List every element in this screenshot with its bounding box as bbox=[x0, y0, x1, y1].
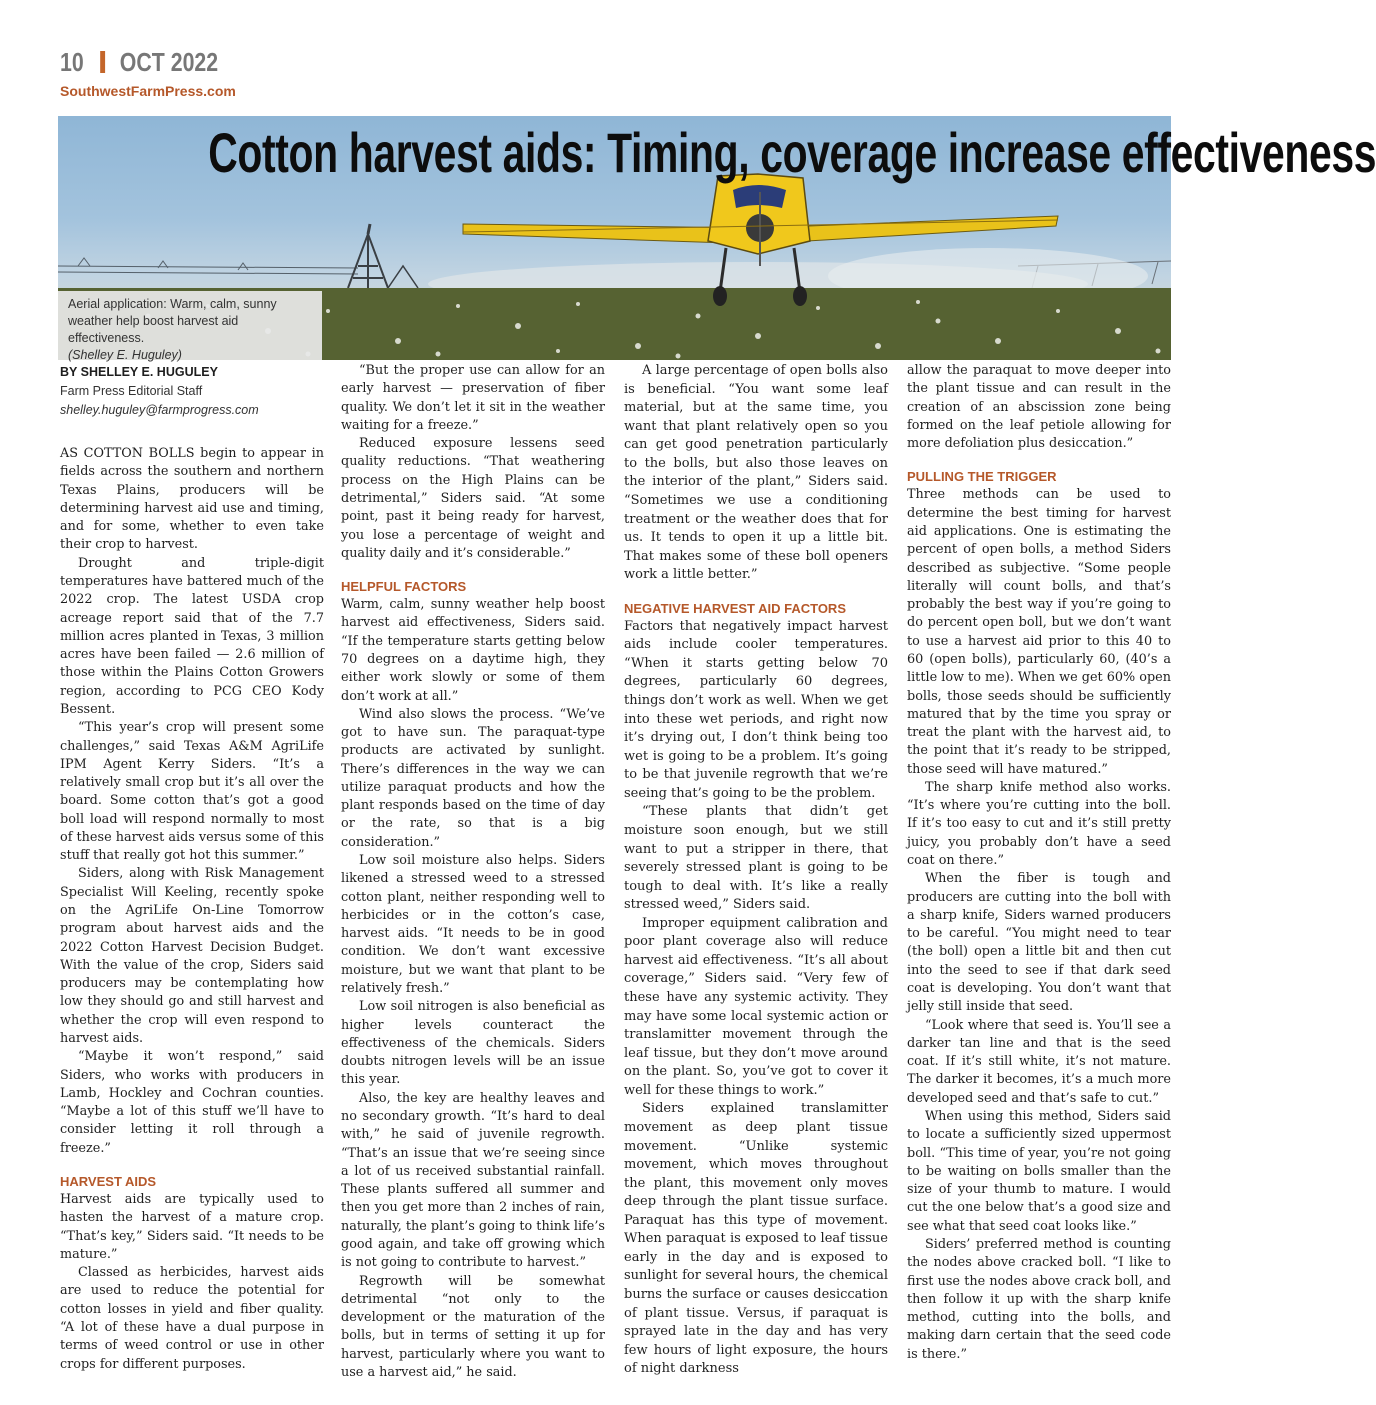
paragraph: Also, the key are healthy leaves and no secondary growth. “It’s hard to deal with,” he said of juvenile regrowth. “That’s an issue that we’re seeing since a lot of us received substantial rainfall. These plants suffered all summer and then you get more than 2 inches of rain, naturally, the plant’s going to think life’s good again, and take off growing which is not going to contribute to harvest.” bbox=[341, 1090, 605, 1271]
photo-caption bbox=[58, 291, 322, 360]
column-2 bbox=[341, 362, 605, 1382]
paragraph: Siders’ preferred method is counting the nodes above cracked boll. “I like to first use the nodes above crack boll, and then follow it up with the sharp knife method, cutting into the bolls, and making darn certain that the seed code is there.” bbox=[907, 1236, 1171, 1362]
staff-title: Farm Press Editorial Staff bbox=[60, 384, 203, 398]
photo-credit: (Shelley E. Huguley) bbox=[68, 348, 182, 362]
paragraph: Regrowth will be somewhat detrimental “not only to the development or the maturation of the bolls, but in terms of setting it up for harvest, particularly where you want to use a harvest aid,” he said. bbox=[341, 1273, 605, 1380]
paragraph: The sharp knife method also works. “It’s where you’re cutting into the boll. If it’s too easy to cut and it’s still pretty juicy, you probably don’t have a seed coat on there.” bbox=[907, 779, 1171, 869]
paragraph: A large percentage of open bolls also is beneficial. “You want some leaf material, but at the same time, you want that plant relatively open so you can get good penetration particularly to the bolls, but also those leaves on the interior of the plant,” Siders said. “Sometimes we use a conditioning treatment or the weather does that for us. It tends to open it up a little bit. That makes some of these boll openers work a little better.” bbox=[624, 363, 888, 583]
paragraph: Low soil nitrogen is also beneficial as higher levels counteract the effectiveness of the chemicals. Siders doubts nitrogen levels will be an issue this year. bbox=[341, 999, 605, 1088]
paragraph: Classed as herbicides, harvest aids are used to reduce the potential for cotton losses in yield and fiber quality. “A lot of these have a dual purpose in terms of weed control or use in other crops for different purposes. bbox=[60, 1265, 324, 1372]
subhead-pulling-the-trigger: PULLING THE TRIGGER bbox=[907, 469, 1057, 485]
column-3 bbox=[624, 362, 888, 1379]
site-url[interactable]: SouthwestFarmPress.com bbox=[60, 83, 236, 99]
byline: BY SHELLEY E. HUGULEY bbox=[60, 365, 218, 379]
paragraph: Improper equipment calibration and poor plant coverage also will reduce harvest aid effectiveness. “It’s all about coverage,” Siders said. “Very few of these have any systemic activity. They may have some local systemic action or translamitter movement through the leaf tissue, but they don’t move around on the plant. So, you’ve got to cover it well for these things to work.” bbox=[624, 915, 888, 1098]
paragraph: Siders, along with Risk Management Specialist Will Keeling, recently spoke on the AgriLife On-Line Tomorrow program about harvest aids and the 2022 Cotton Harvest Decision Budget. With the value of the crop, Siders said producers may be contemplating how low they should go and still harvest and whether the crop will even respond to harvest aids. bbox=[60, 866, 324, 1046]
paragraph: When the fiber is tough and producers are cutting into the boll with a sharp knife, Siders warned producers to be careful. “You might need to tear (the boll) open a little bit and then cut into the seed to see if that dark seed coat is developing. You don’t want that jelly still inside that seed. bbox=[907, 871, 1171, 1015]
headline: Cotton harvest aids: Timing, coverage increase effectiveness bbox=[208, 121, 1376, 184]
paragraph: “These plants that didn’t get moisture soon enough, but we still want to put a stripper in there, that severely stressed plant is going to be tough to deal with. It’s like a really stressed weed,” Siders said. bbox=[624, 804, 888, 913]
column-1 bbox=[60, 362, 324, 1374]
subhead-helpful-factors: HELPFUL FACTORS bbox=[341, 579, 467, 595]
subhead-harvest-aids: HARVEST AIDS bbox=[60, 1173, 157, 1189]
paragraph: Harvest aids are typically used to hasten the harvest of a mature crop. “That’s key,” Siders said. “It needs to be mature.” bbox=[60, 1191, 324, 1262]
paragraph: “Maybe it won’t respond,” said Siders, who works with producers in Lamb, Hockley and Cochran counties. “Maybe a lot of this stuff we’ll have to consider letting it roll through a freeze.” bbox=[60, 1049, 324, 1156]
issue-date: OCT 2022 bbox=[119, 46, 219, 77]
subhead-negative-factors: NEGATIVE HARVEST AID FACTORS bbox=[624, 600, 846, 616]
paragraph: AS COTTON BOLLS begin to appear in fields across the southern and northern Texas Plains, producers will be determining harvest aid use and timing, and for some, whether to even take their crop to harvest. bbox=[60, 446, 324, 553]
paragraph: “Look where that seed is. You’ll see a darker tan line and that is the seed coat. If it’s still white, it’s not mature. The darker it becomes, it’s a much more developed seed and that’s safe to cut.” bbox=[907, 1017, 1171, 1106]
page-folio bbox=[60, 47, 218, 77]
paragraph: Reduced exposure lessens seed quality reductions. “That weathering process on the High Plains can be detrimental,” Siders said. “At some point, past it being ready for harvest, you lose a percentage of weight and quality daily and it’s considerable.” bbox=[341, 436, 605, 561]
paragraph: “This year’s crop will present some challenges,” said Texas A&M AgriLife IPM Agent Kerry Siders. “It’s a relatively small crop but it’s all over the board. Some cotton that’s got a good boll load will respond normally to most of these harvest aids versus some of this stuff that really got hot this summer.” bbox=[60, 720, 324, 864]
author-email[interactable]: shelley.huguley@farmprogress.com bbox=[60, 403, 259, 417]
irrigation-pivot bbox=[348, 224, 418, 288]
paragraph: Drought and triple-digit temperatures have battered much of the 2022 crop. The latest USDA crop acreage report said that of the 7.7 million acres planted in Texas, 3 million acres have been failed — 2.6 million of those within the Plains Cotton Growers region, according to PCG CEO Kody Bessent. bbox=[60, 555, 324, 717]
paragraph: “But the proper use can allow for an early harvest — preservation of fiber quality. We don’t let it sit in the weather waiting for a freeze.” bbox=[341, 363, 605, 433]
folio-divider bbox=[100, 51, 105, 73]
paragraph: Factors that negatively impact harvest aids include cooler temperatures. “When it starts getting below 70 degrees, particularly 60 degrees, things don’t work as well. When we get into these wet periods, and right now it’s drying out, I don’t think being too wet is going to be a problem. It’s going to be that juvenile regrowth that we’re seeing that’s going to be the problem. bbox=[624, 618, 888, 801]
paragraph: Low soil moisture also helps. Siders likened a stressed weed to a stressed cotton plant, neither responding well to herbicides or in the cotton’s case, harvest aids. “It needs to be in good condition. We don’t want excessive moisture, but we want that plant to be relatively fresh.” bbox=[341, 853, 605, 996]
paragraph: allow the paraquat to move deeper into the plant tissue and can result in the creation of an abscission zone being formed on the leaf petiole allowing for more defoliation plus desiccation.” bbox=[907, 363, 1171, 452]
page-number: 10 bbox=[60, 46, 84, 77]
paragraph: Three methods can be used to determine the best timing for harvest aid applications. One is estimating the percent of open bolls, a method Siders described as subjective. “Some people literally will count bolls, and that’s probably the best way if you’re going to do percent open boll, but we don’t want to use a harvest aid prior to this 40 to 60 (open bolls), particularly 60, (40’s a little low to me). When we get 60% open bolls, those seeds should be sufficiently matured that by the time you spray or treat the plant with the harvest aid, to the point that it’s ready to be stripped, those seed will have matured.” bbox=[907, 487, 1171, 777]
paragraph: Warm, calm, sunny weather help boost harvest aid effectiveness, Siders said. “If the temperature starts getting below 70 degrees on a daytime high, they either work slowly or some of them don’t work at all.” bbox=[341, 597, 605, 704]
column-4 bbox=[907, 362, 1171, 1364]
caption-text: Aerial application: Warm, calm, sunny weather help boost harvest aid effectiveness. bbox=[68, 297, 277, 345]
paragraph: Wind also slows the process. “We’ve got to have sun. The paraquat-type products are activated by sunlight. There’s differences in the way we can utilize paraquat products and how the plant responds based on the time of day or the rate, so that is a big consideration.” bbox=[341, 706, 605, 850]
paragraph: Siders explained translamitter movement as deep plant tissue movement. “Unlike systemic movement, which moves throughout the plant, this movement only moves deep through the plant tissue surface. Paraquat has this type of movement. When paraquat is exposed to leaf tissue early in the day and is exposed to sunlight for several hours, the chemical burns the surface or causes desiccation of plant tissue. Versus, if paraquat is sprayed late in the day and has very few hours of light exposure, the hours of night darkness bbox=[624, 1101, 888, 1377]
paragraph: When using this method, Siders said to locate a sufficiently sized uppermost boll. “This time of year, you’re not going to be waiting on bolls smaller than the size of your thumb to mature. I would cut the one below that’s a good size and see what that seed coat looks like.” bbox=[907, 1108, 1171, 1234]
power-line-towers bbox=[58, 258, 358, 274]
